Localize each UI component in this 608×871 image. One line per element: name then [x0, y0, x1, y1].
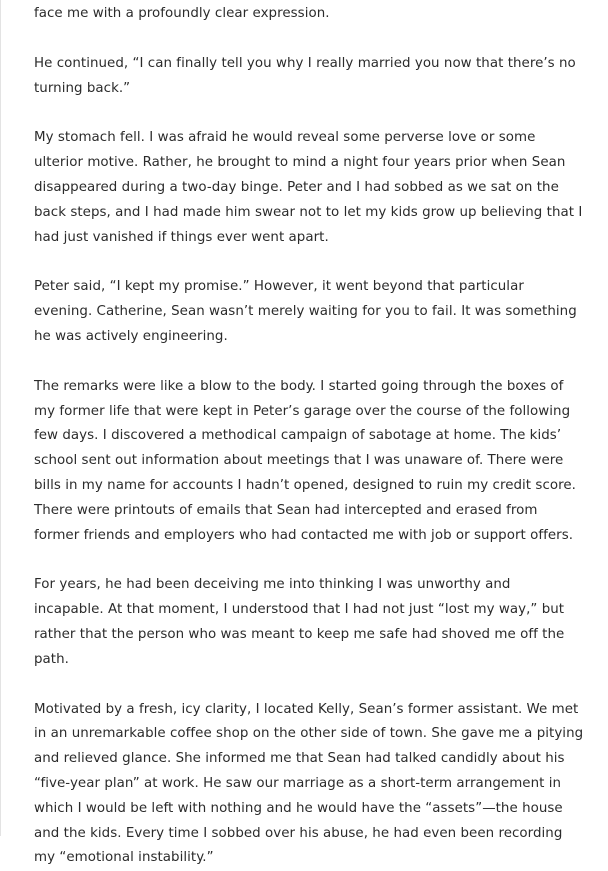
paragraph-4: Peter said, “I kept my promise.” However, it went beyond that particular evening. Catherine, Sean wasn’t merely waiting for you to fail. It was something he was actively engineering. [34, 279, 577, 344]
page-left-border [0, 0, 1, 836]
paragraph-5: The remarks were like a blow to the body. I started going through the boxes of my former life that were kept in Peter’s garage over the course of the following few days. I discovered a methodical campaign of sabotage at home. The kids’ school sent out information about meetings that I was unaware of. There were bills in my name for accounts I hadn’t opened, designed to ruin my credit score. There were printouts of emails that Sean had intercepted and erased from former friends and employers who had contacted me with job or support offers. [34, 378, 576, 543]
paragraph-7: Motivated by a fresh, icy clarity, I located Kelly, Sean’s former assistant. We met in an unremarkable coffee shop on the other side of town. She gave me a pitying and relieved glance. She informed me that Sean had talked candidly about his “five-year plan” at work. He saw our marriage as a short-term arrangement in which I would be left with nothing and he would have the “assets”—the house and the kids. Every time I sobbed over his abuse, he had even been recording my “emotional instability.” [34, 701, 584, 866]
paragraph-3: My stomach fell. I was afraid he would reveal some perverse love or some ulterior motive. Rather, he brought to mind a night four years prior when Sean disappeared during a two-day binge. Peter and I had sobbed as we sat on the back steps, and I had made him swear not to let my kids grow up believing that I had just vanished if things ever went apart. [34, 130, 583, 245]
paragraph-1: face me with a profoundly clear expression. [34, 6, 330, 21]
paragraph-6: For years, he had been deceiving me into thinking I was unworthy and incapable. At that moment, I understood that I had not just “lost my way,” but rather that the person who was meant to keep me safe had shoved me off the path. [34, 577, 565, 667]
paragraph-2: He continued, “I can finally tell you why I really married you now that there’s no turning back.” [34, 55, 576, 96]
